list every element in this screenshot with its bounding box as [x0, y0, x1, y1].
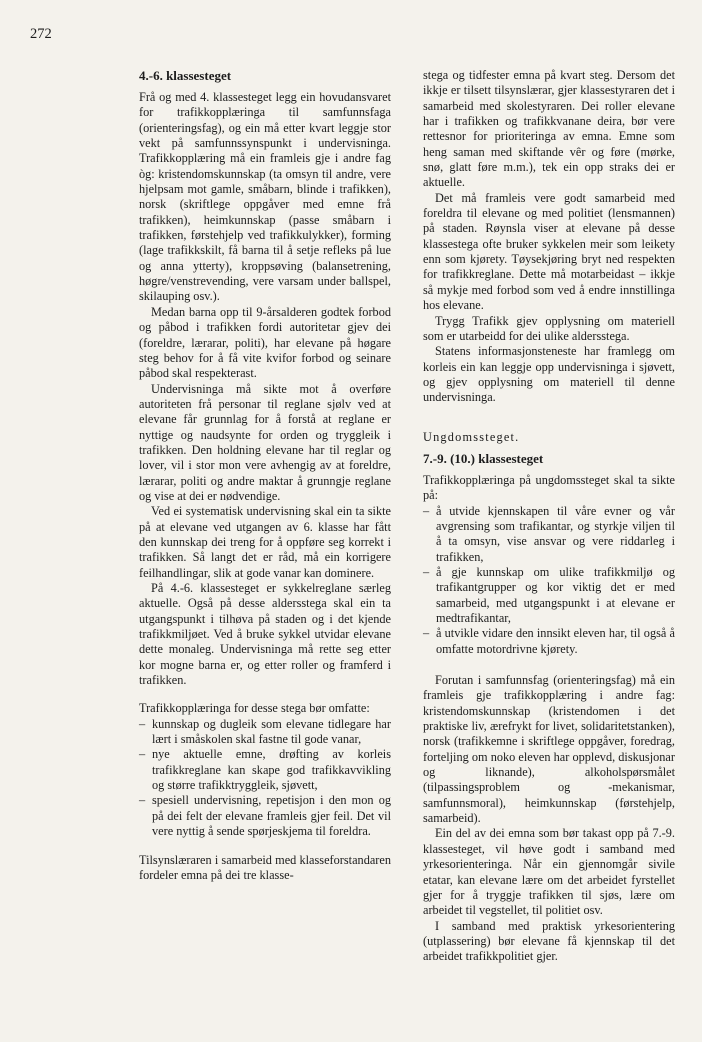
paragraph: stega og tidfester emna på kvart steg. Dersom det ikkje er tilsett tilsynslærar, gjer klassestyraren det i samarbeid med skolestyraren. Dei roller elevane har i trafikken og trafikkvanane deira, bør vere rettesnor for prioriteringa av emna. Emne som heng saman med skiftande vêr og føre (mørke, snø, glatt føre m.m.), tek ein opp straks dei er aktuelle. — [423, 68, 675, 190]
list-intro: Trafikkopplæringa på ungdomssteget skal ta sikte på: — [423, 472, 675, 503]
paragraph: Tilsynslæraren i samarbeid med klasseforstandaren fordeler emna på dei tre klasse- — [139, 852, 391, 882]
left-column — [139, 68, 391, 883]
section-heading-4-6: 4.-6. klassesteget — [139, 68, 232, 83]
list-item: – kunnskap og dugleik som elevane tidlegare har lært i småskolen skal fastne til gode vanar, — [139, 717, 391, 748]
bullet-list — [423, 504, 675, 657]
paragraph: Statens informasjonsteneste har framlegg om korleis ein kan leggje opp undervisninga i sjøvett, og gjev opplysning om materiell til denne undervisninga. — [423, 344, 675, 405]
list-intro: Trafikkopplæringa for desse stega bør omfatte: — [139, 701, 370, 716]
paragraph: Trygg Trafikk gjev opplysning om materiell som er utarbeidd for dei ulike aldersstega. — [423, 313, 675, 343]
paragraph: Det må framleis vere godt samarbeid med foreldra til elevane og med politiet (lensmannen) på staden. Røynsla viser at elevane på desse klassestega ofte bruker sykkelen meir som leikety enn som kjørety. Tøysekjøring bryt ned respekten for trafikkreglane. Dette må motarbeidast – ikkje så mykje med forbod som ved å endre innstillinga hos elevane. — [423, 190, 675, 313]
bullet-list — [139, 717, 391, 840]
page-number: 272 — [30, 26, 52, 42]
list-item: – å utvikle vidare den innsikt eleven har, til også å omfatte motordrivne kjørety. — [423, 626, 675, 657]
paragraph: Medan barna opp til 9-årsalderen godtek forbod og påbod i trafikken fordi autoritetar gjev dei (foreldre, lærarar, politi), har elevane på høgare steg behov for å få vite kvifor forbod og seinare påbod skal respekterast. — [139, 304, 391, 381]
paragraph: På 4.-6. klassesteget er sykkelreglane særleg aktuelle. Også på desse aldersstega skal ein ta utgangspunkt i tilhøva på staden og i det kjende trafikkmiljøet. Ved å bruke sykkel utvidar elevane dette monaleg. Undervisninga må rette seg etter kor mogne barna er, og etter roller og framferd i trafikken. — [139, 581, 391, 688]
list-item: – spesiell undervisning, repetisjon i den mon og på dei felt der elevane framleis gjer feil. Det vil vere nyttig å sende spørjeskjema til foreldra. — [139, 793, 391, 839]
paragraph: Frå og med 4. klassesteget legg ein hovudansvaret for trafikkopplæringa til samfunnsfaga (orienteringsfag), og ein må etter kvart leggje stor vekt på samfunnssynspunkt i undervisninga. Trafikkopplæring må ein framleis gje i andre fag òg: kristendomskunnskap (ta omsyn til andre, vere hjelpsam mot gamle, småbarn, blinde i trafikken), norsk (skriftlege oppgåver med emne frå trafikken), heimkunnskap (passe småbarn i trafikken, førstehjelp ved trafikkulykker), forming (lage trafikkskilt, få barna til å setje refleks på lue og anna ytterty), kroppsøving (balansetrening, høgre/venstrevending, vere varsam under ballspel, skilauping osv.). — [139, 90, 391, 304]
paragraph: Ein del av dei emna som bør takast opp på 7.-9. klassesteget, vil høve godt i samband med yrkesorienteringa. Når ein gjennomgår sivile etatar, kan elevane lære om det arbeidet fyrstellet gjer for å tryggje trafikken til sjøs, lære om arbeidet til vegstellet, til politiet osv. — [423, 826, 675, 918]
paragraph: Ved ei systematisk undervisning skal ein ta sikte på at elevane ved utgangen av 6. klasse har fått den kunnskap dei treng for å oppføre seg korrekt i trafikken. Så langt det er råd, må ein korrigere feilhandlingar, slik at gode vanar kan dominere. — [139, 504, 391, 580]
paragraph: Undervisninga må sikte mot å overføre autoriteten frå personar til reglane sjølv ved at elevane får grunnlag for å forstå at reglane er nyttige og naudsynte for orden og tryggleik i trafikken. Den holdning elevane har til reglar og lover, vil i stor mon vere avhengig av at foreldre, lærarar, politi og andre maktar å grunngje reglane og vise at dei er nødvendige. — [139, 381, 391, 503]
list-item: – nye aktuelle emne, drøfting av korleis trafikkreglane kan skape god trafikkavvikling og større trafikktryggleik, sjøvett, — [139, 747, 391, 793]
paragraph: I samband med praktisk yrkesorientering (utplassering) bør elevane få kjennskap til det arbeidet trafikkpolitiet gjer. — [423, 918, 675, 964]
right-column — [423, 68, 675, 965]
section-heading-7-9: 7.-9. (10.) klassesteget — [423, 450, 544, 466]
paragraph: Forutan i samfunnsfag (orienteringsfag) må ein framleis gje trafikkopplæring i andre fag: kristendomskunnskap (kristendomen i det praktiske liv, ærefrykt for livet, solidaritetstanken), norsk (trafikkemne i skriftlege oppgåver, foredrag, forteljing om noko eleven har opplevd, diskusjonar og liknande), alkoholspørsmålet (tilpassingsproblem og -mekanismar, samfunnsmoral), heimkunnskap (førstehjelp, samarbeid). — [423, 673, 675, 826]
list-item: – å utvide kjennskapen til våre evner og vår avgrensing som trafikantar, og styrkje viljen til å ta omsyn, vise ansvar og vere riddarleg i trafikken, — [423, 504, 675, 565]
section-label: Ungdomssteget. — [423, 429, 520, 444]
list-item: – å gje kunnskap om ulike trafikkmiljø og trafikantgrupper og kor viktig det er med samarbeid, med utgangspunkt i at elevane er medtrafikantar, — [423, 565, 675, 626]
